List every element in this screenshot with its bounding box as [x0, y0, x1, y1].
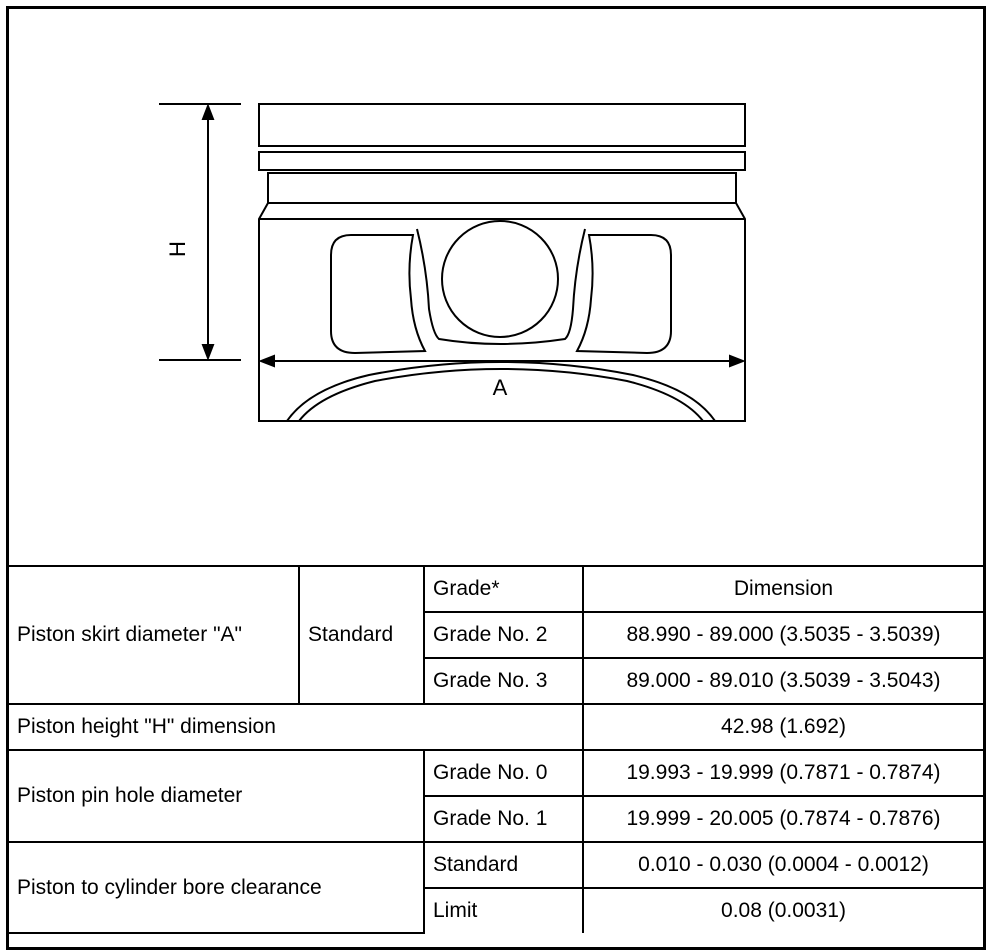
value-cell: 0.010 - 0.030 (0.0004 - 0.0012) — [583, 842, 983, 888]
piston-crown — [259, 104, 745, 146]
skirt-standard-label: Standard — [299, 566, 424, 704]
height-dimension-label: Piston height "H" dimension — [9, 704, 583, 750]
grade-cell: Limit — [424, 888, 583, 933]
value-cell: 89.000 - 89.010 (3.5039 - 3.5043) — [583, 658, 983, 704]
diameter-label: A — [492, 375, 508, 400]
table-row — [9, 750, 983, 796]
value-cell: 0.08 (0.0031) — [583, 888, 983, 933]
piston-pocket-right — [577, 235, 671, 353]
document-frame — [6, 6, 986, 950]
dimension-header: Dimension — [583, 566, 983, 612]
table-row — [9, 842, 983, 888]
value-cell: 19.993 - 19.999 (0.7871 - 0.7874) — [583, 750, 983, 796]
table-row — [9, 566, 983, 612]
pin-hole-label: Piston pin hole diameter — [9, 750, 424, 842]
grade-cell: Grade No. 1 — [424, 796, 583, 842]
skirt-diameter-label: Piston skirt diameter "A" — [9, 566, 299, 704]
value-cell: 88.990 - 89.000 (3.5035 - 3.5039) — [583, 612, 983, 658]
table-row — [9, 704, 983, 750]
value-cell: 19.999 - 20.005 (0.7874 - 0.7876) — [583, 796, 983, 842]
grade-cell: Standard — [424, 842, 583, 888]
grade-cell: Grade No. 0 — [424, 750, 583, 796]
piston-ring-groove — [268, 173, 736, 203]
clearance-label: Piston to cylinder bore clearance — [9, 842, 424, 933]
piston-pin-hole — [442, 221, 558, 337]
piston-spec-table — [9, 565, 983, 934]
diameter-dimension-arrow — [261, 356, 743, 366]
piston-pocket-left — [331, 235, 425, 353]
height-dimension-arrow — [159, 104, 241, 360]
grade-cell: Grade No. 2 — [424, 612, 583, 658]
grade-header: Grade* — [424, 566, 583, 612]
value-cell: 42.98 (1.692) — [583, 704, 983, 750]
height-label: H — [165, 241, 190, 257]
grade-cell: Grade No. 3 — [424, 658, 583, 704]
piston-ring-land — [259, 152, 745, 170]
piston-diagram — [9, 9, 983, 565]
